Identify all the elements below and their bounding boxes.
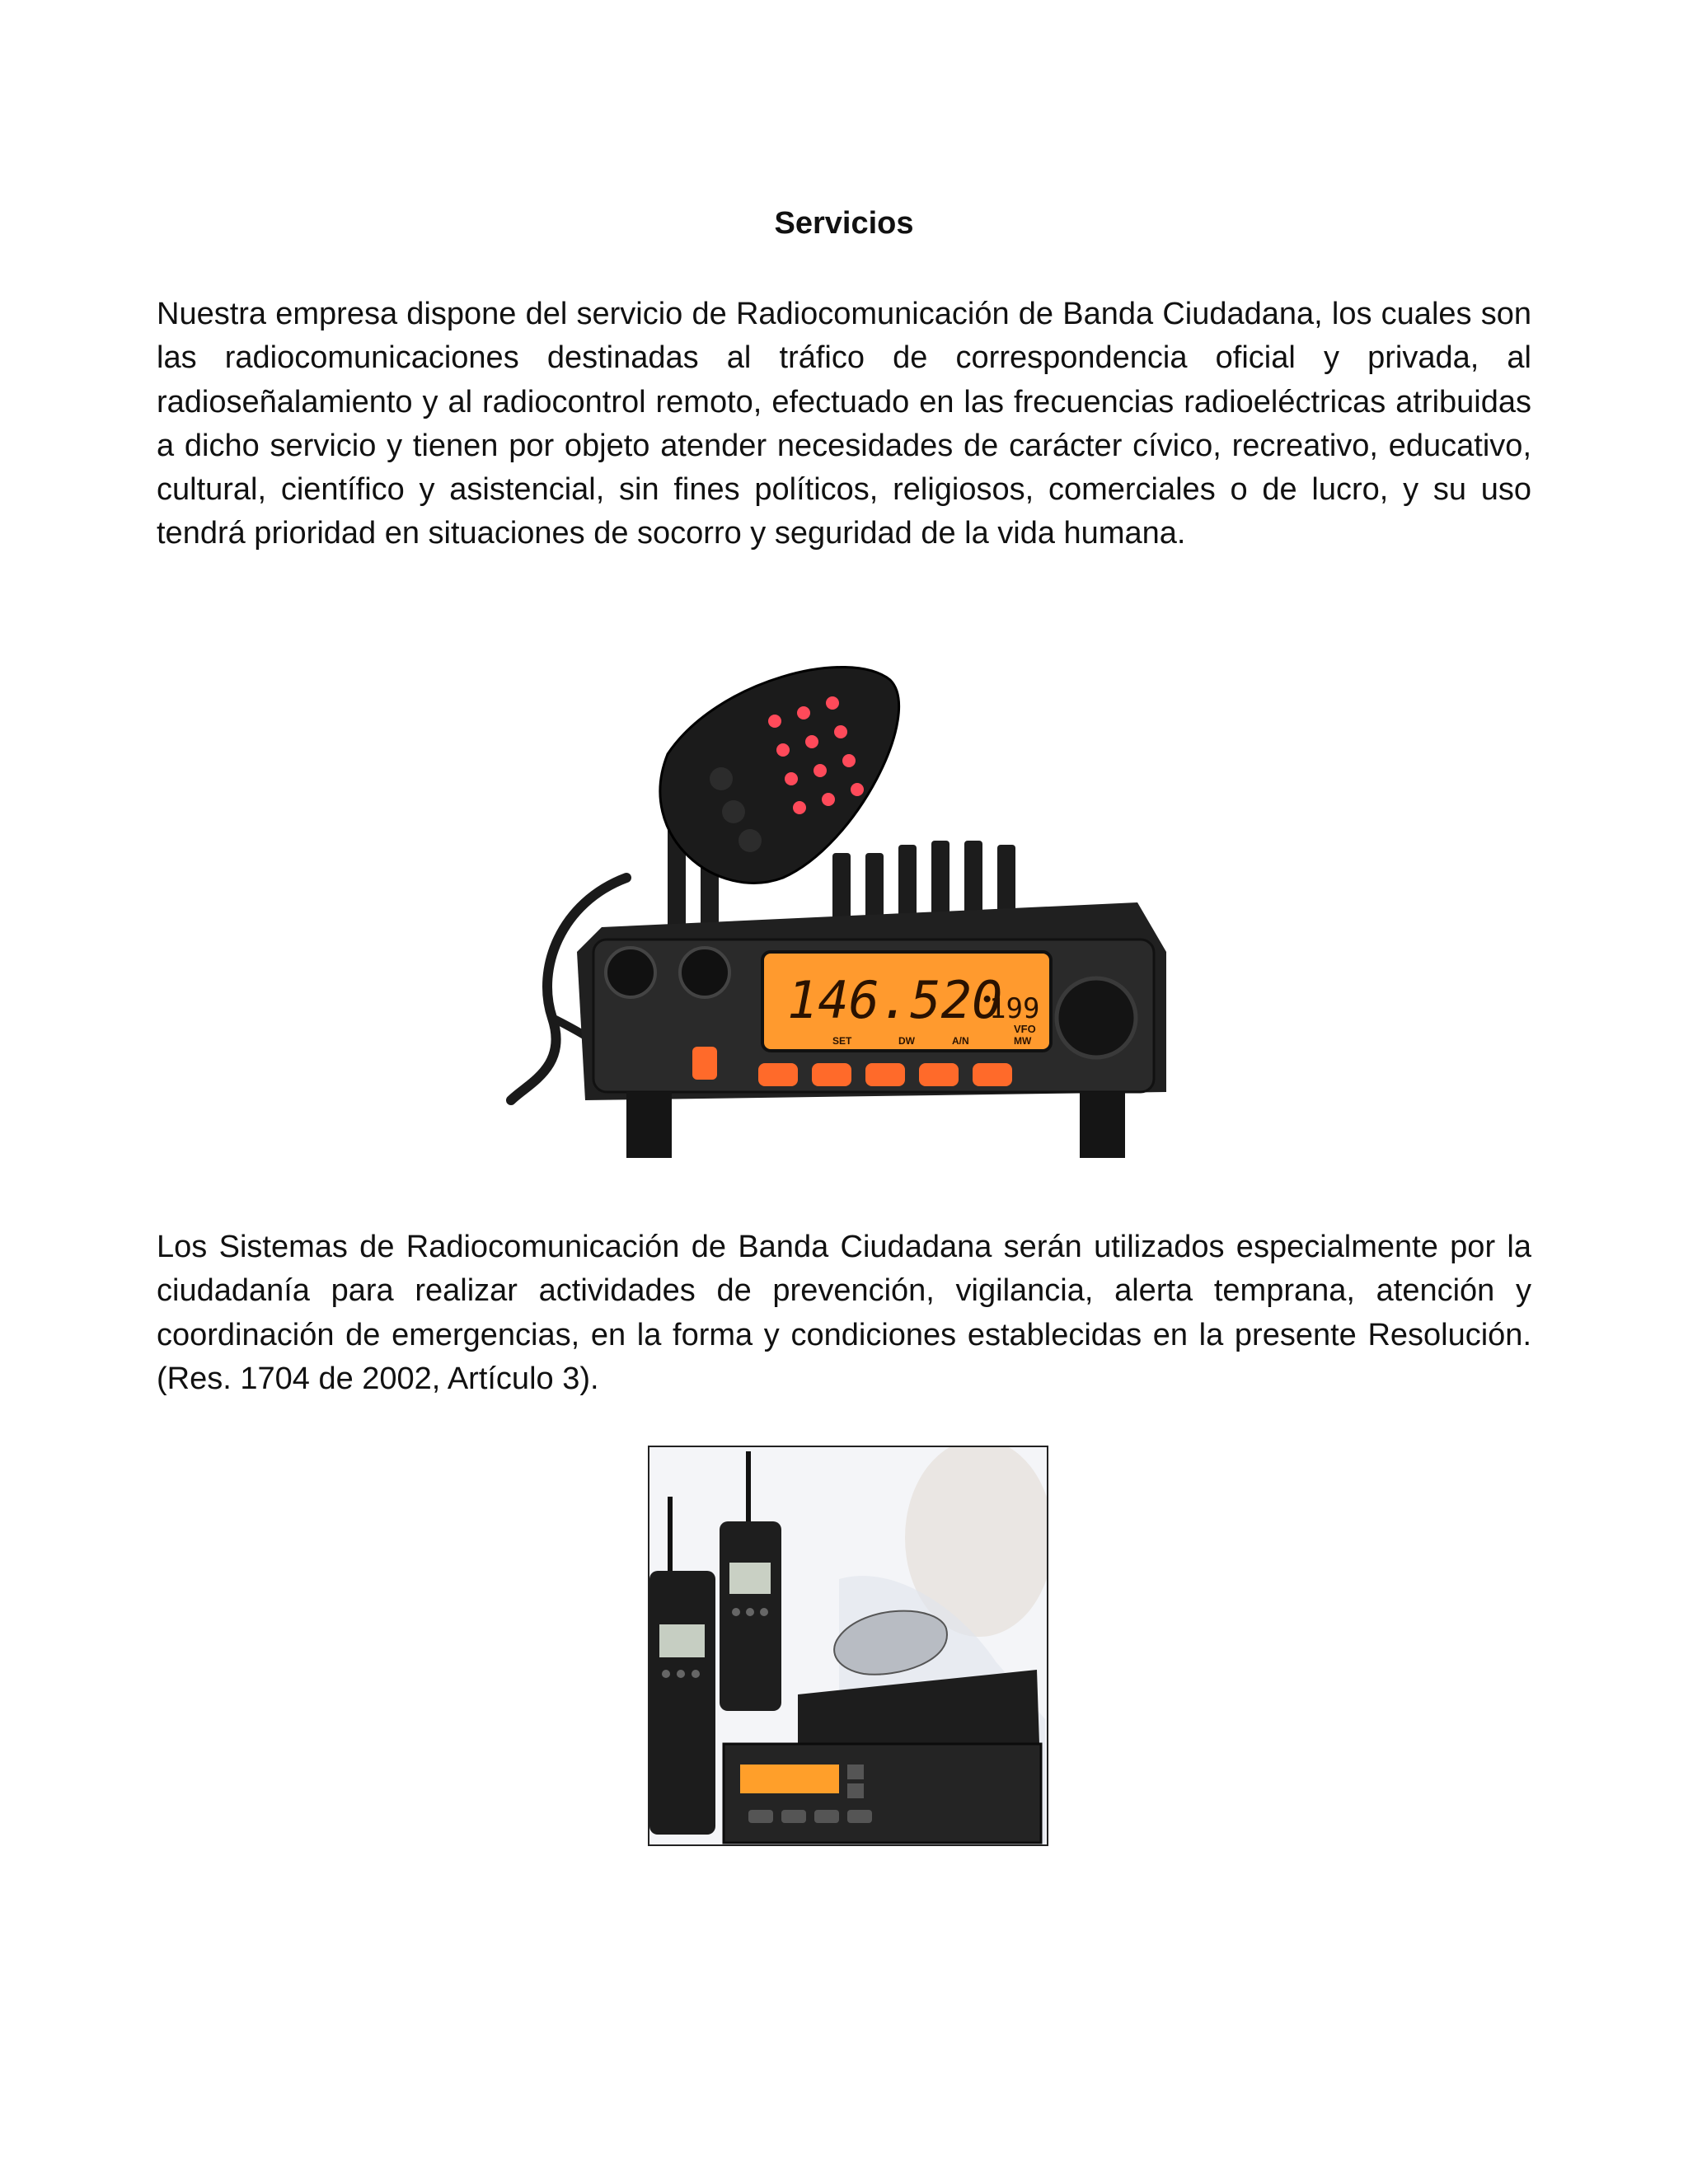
hand-microphone <box>660 667 899 883</box>
radio-transceiver-illustration <box>503 655 1166 1166</box>
lcd-mode-label: VFO <box>1014 1023 1036 1035</box>
lcd-frequency-readout: 146.520 <box>787 970 1003 1030</box>
lcd-label-set: SET <box>832 1035 852 1047</box>
lcd-label-mw: MW <box>1014 1035 1032 1047</box>
handheld-radios-illustration <box>649 1447 1047 1844</box>
paragraph-services-description: Nuestra empresa dispone del servicio de Radiocomunicación de Banda Ciudadana, los cuales son las radiocomunicaciones destinadas al tráfico de correspondencia oficial y privada, al radioseñalamiento y al radiocontrol remoto, efectuado en las frecuencias radioeléctricas atribuidas a dicho servicio y tienen por objeto atender necesidades de carácter cívico, recreativo, educativo, cultural, científico y asistencial, sin fines políticos, religiosos, comerciales o de lucro, y su uso tendrá prioridad en situaciones de socorro y seguridad de la vida humana. <box>157 297 1531 551</box>
paragraph-citizen-band-usage: Los Sistemas de Radiocomunicación de Banda Ciudadana serán utilizados especialmente por la ciudadanía para realizar actividades de prevención, vigilancia, alerta temprana, atención y coordinación de emergencias, en la forma y condiciones establecidas en la presente Resolución. (Res. 1704 de 2002, Artículo 3). <box>157 1230 1531 1396</box>
lcd-channel-readout: 199 <box>989 992 1040 1025</box>
mobile-radio-lcd <box>740 1765 839 1793</box>
front-panel-buttons <box>758 1063 1012 1086</box>
page-title: Servicios <box>774 206 914 241</box>
handheld-radios-image <box>648 1446 1048 1846</box>
radio-transceiver-image <box>503 655 1166 1166</box>
lcd-label-dw: DW <box>898 1035 915 1047</box>
lcd-label-an: A/N <box>952 1035 969 1047</box>
